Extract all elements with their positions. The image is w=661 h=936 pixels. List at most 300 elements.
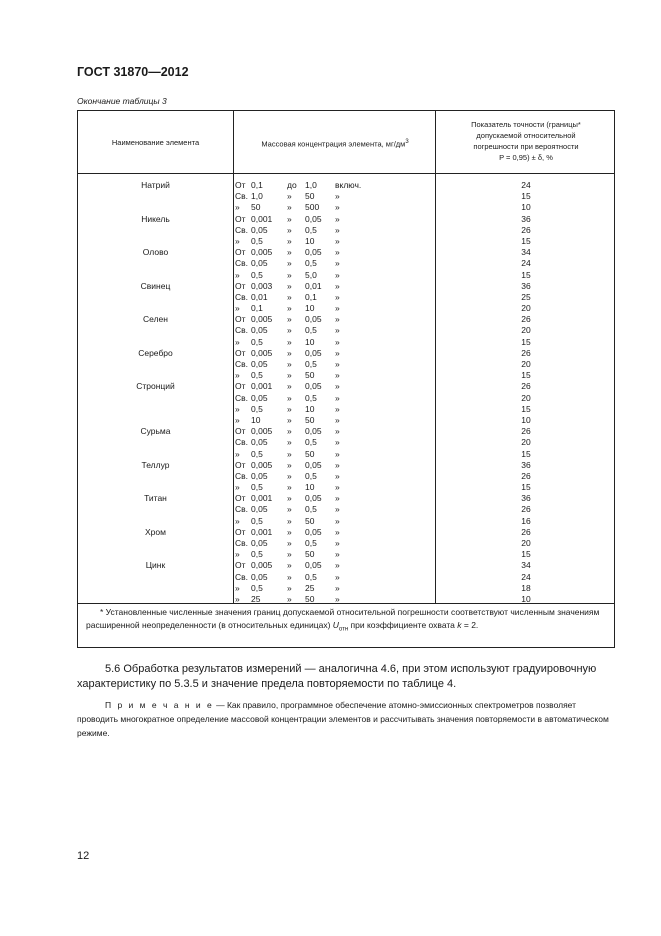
concentration-cell: 50 <box>305 370 315 381</box>
concentration-cell: 0,05 <box>305 247 322 258</box>
precision-cell: 15 <box>521 370 531 381</box>
element-name-cell <box>78 594 233 605</box>
concentration-cell: 0,005 <box>251 314 273 325</box>
concentration-column <box>235 180 435 605</box>
element-name-cell <box>78 572 233 583</box>
concentration-cell: 0,05 <box>251 392 268 403</box>
note-paragraph: П р и м е ч а н и е — Как правило, программное обеспечение атомно-эмиссионных спектрометров позволяет проводить многократное определение массовой концентрации элементов и рассчитывать значения повторяемости в автоматическом режиме. <box>77 700 609 738</box>
concentration-cell: » <box>287 426 292 437</box>
concentration-cell: 50 <box>305 549 315 560</box>
concentration-row <box>235 583 435 594</box>
concentration-cell: » <box>335 291 340 302</box>
concentration-cell: » <box>287 582 292 593</box>
concentration-cell: » <box>287 347 292 358</box>
concentration-cell: » <box>335 515 340 526</box>
element-name-cell <box>78 337 233 348</box>
concentration-cell: 0,005 <box>251 459 273 470</box>
concentration-cell: » <box>235 515 240 526</box>
concentration-row <box>235 303 435 314</box>
concentration-cell: » <box>235 403 240 414</box>
concentration-cell: От <box>235 493 246 504</box>
element-name-cell <box>78 437 233 448</box>
precision-cell: 36 <box>521 493 531 504</box>
concentration-row <box>235 325 435 336</box>
element-name-cell <box>78 202 233 213</box>
concentration-cell: 0,5 <box>305 224 317 235</box>
concentration-cell: 0,05 <box>251 224 268 235</box>
element-name-cell <box>78 191 233 202</box>
concentration-row <box>235 426 435 437</box>
concentration-cell: От <box>235 280 246 291</box>
concentration-cell: » <box>335 359 340 369</box>
concentration-cell: » <box>287 504 292 515</box>
concentration-cell: 0,001 <box>251 381 273 392</box>
concentration-cell: » <box>235 370 240 381</box>
concentration-cell: Св. <box>235 291 249 302</box>
concentration-cell: От <box>235 560 246 571</box>
concentration-cell: » <box>287 314 292 325</box>
concentration-cell: » <box>335 314 340 325</box>
concentration-cell: 50 <box>305 448 315 459</box>
element-name-cell: Натрий <box>141 180 170 190</box>
table-footnote: * Установленные численные значения границ допускаемой относительной погрешности соответствуют численным значениям расширенной неопределенности (в относительных единицах) $U_{отн}$ при коэффициенте охвата k = 2. <box>86 607 600 633</box>
concentration-cell: » <box>287 538 292 548</box>
concentration-row <box>235 337 435 348</box>
concentration-cell: Св. <box>235 470 249 481</box>
concentration-cell: » <box>235 582 240 593</box>
concentration-cell: 0,05 <box>305 347 322 358</box>
table-caption: Окончание таблицы 3 <box>77 96 167 106</box>
concentration-cell: Св. <box>235 191 249 202</box>
precision-cell: 10 <box>521 414 531 425</box>
element-name-cell: Теллур <box>141 459 170 470</box>
concentration-cell: » <box>335 336 340 347</box>
element-name-cell <box>78 404 233 415</box>
concentration-cell: 0,5 <box>305 392 317 403</box>
concentration-cell: » <box>287 258 292 269</box>
precision-cell: 16 <box>521 515 531 526</box>
concentration-cell: » <box>287 280 292 291</box>
concentration-cell: » <box>287 403 292 414</box>
concentration-cell: » <box>335 202 340 213</box>
concentration-cell: 0,005 <box>251 560 273 571</box>
element-name-cell: Никель <box>141 213 170 224</box>
concentration-cell: Св. <box>235 538 249 548</box>
precision-cell: 24 <box>521 180 531 190</box>
concentration-row <box>235 415 435 426</box>
concentration-row <box>235 281 435 292</box>
concentration-cell: » <box>235 482 240 493</box>
concentration-cell: » <box>235 303 240 314</box>
concentration-cell: » <box>335 459 340 470</box>
concentration-cell: От <box>235 526 246 537</box>
concentration-cell: 0,01 <box>305 280 322 291</box>
precision-cell: 15 <box>521 269 531 280</box>
concentration-cell: От <box>235 347 246 358</box>
concentration-row <box>235 437 435 448</box>
concentration-cell: » <box>235 448 240 459</box>
concentration-cell: 0,001 <box>251 526 273 537</box>
concentration-cell: 0,5 <box>251 549 263 560</box>
precision-cell: 20 <box>521 325 531 336</box>
element-name-cell <box>78 471 233 482</box>
precision-cell: 36 <box>521 280 531 291</box>
concentration-cell: 0,5 <box>305 571 317 582</box>
element-name-cell <box>78 359 233 370</box>
element-name-cell <box>78 370 233 381</box>
concentration-cell: » <box>235 414 240 425</box>
concentration-cell: » <box>335 582 340 593</box>
concentration-row <box>235 449 435 460</box>
precision-cell: 25 <box>521 291 531 302</box>
concentration-cell: 0,5 <box>305 258 317 269</box>
concentration-cell: » <box>335 504 340 515</box>
element-name-cell <box>78 516 233 527</box>
concentration-cell: 0,05 <box>251 470 268 481</box>
concentration-cell: От <box>235 213 246 224</box>
concentration-cell: 10 <box>305 235 315 246</box>
concentration-row <box>235 348 435 359</box>
concentration-cell: Св. <box>235 571 249 582</box>
element-name-cell <box>78 482 233 493</box>
precision-cell: 15 <box>521 336 531 347</box>
concentration-row <box>235 482 435 493</box>
concentration-row <box>235 202 435 213</box>
concentration-cell: » <box>287 493 292 504</box>
concentration-cell: 0,5 <box>305 470 317 481</box>
concentration-row <box>235 370 435 381</box>
concentration-cell: » <box>287 235 292 246</box>
concentration-cell: 0,05 <box>305 560 322 571</box>
concentration-row <box>235 516 435 527</box>
element-name-cell <box>78 449 233 460</box>
concentration-row <box>235 236 435 247</box>
concentration-cell: » <box>235 269 240 280</box>
concentration-row <box>235 359 435 370</box>
precision-cell: 10 <box>521 593 531 604</box>
concentration-cell: » <box>335 426 340 437</box>
concentration-cell: » <box>287 381 292 392</box>
concentration-row <box>235 247 435 258</box>
concentration-cell: » <box>335 482 340 493</box>
precision-cell: 20 <box>521 359 531 369</box>
element-name-cell: Сурьма <box>140 426 171 437</box>
element-name-cell: Селен <box>143 314 168 325</box>
precision-cell: 20 <box>521 303 531 314</box>
column-header-element: Наименование элемента <box>111 138 200 147</box>
precision-cell: 26 <box>521 526 531 537</box>
concentration-cell: » <box>287 593 292 604</box>
element-name-cell: Титан <box>144 493 167 504</box>
concentration-cell: » <box>287 515 292 526</box>
precision-cell: 26 <box>521 426 531 437</box>
concentration-cell: 1,0 <box>251 191 263 202</box>
concentration-cell: » <box>335 258 340 269</box>
concentration-row <box>235 549 435 560</box>
concentration-cell: 0,05 <box>251 258 268 269</box>
element-name-cell <box>78 325 233 336</box>
element-name-cell <box>78 270 233 281</box>
concentration-cell: » <box>335 437 340 448</box>
concentration-cell: » <box>287 437 292 448</box>
concentration-cell: » <box>287 392 292 403</box>
concentration-row <box>235 191 435 202</box>
concentration-cell: » <box>287 370 292 381</box>
concentration-cell: » <box>287 482 292 493</box>
concentration-cell: От <box>235 247 246 258</box>
concentration-cell: 0,05 <box>305 213 322 224</box>
precision-cell: 26 <box>521 314 531 325</box>
concentration-cell: » <box>287 269 292 280</box>
element-name-cell <box>78 415 233 426</box>
concentration-cell: 500 <box>305 202 320 213</box>
concentration-cell: От <box>235 381 246 392</box>
concentration-cell: » <box>335 560 340 571</box>
concentration-cell: » <box>335 370 340 381</box>
element-name-cell: Серебро <box>138 347 173 358</box>
concentration-cell: 0,003 <box>251 280 273 291</box>
concentration-cell: 0,05 <box>251 325 268 336</box>
concentration-cell: 0,05 <box>251 571 268 582</box>
concentration-cell: » <box>335 549 340 560</box>
concentration-cell: 0,05 <box>305 426 322 437</box>
concentration-cell: 0,01 <box>251 291 268 302</box>
data-table <box>77 110 615 648</box>
concentration-cell: Св. <box>235 258 249 269</box>
concentration-cell: 50 <box>305 593 315 604</box>
concentration-row <box>235 404 435 415</box>
concentration-cell: Св. <box>235 224 249 235</box>
concentration-cell: » <box>335 224 340 235</box>
concentration-cell: От <box>235 459 246 470</box>
precision-header-line: P = 0,95) ± δ, % <box>499 153 553 162</box>
concentration-cell: » <box>287 191 292 202</box>
concentration-cell: включ. <box>335 180 362 190</box>
concentration-cell: » <box>335 325 340 336</box>
precision-cell: 20 <box>521 392 531 403</box>
concentration-cell: » <box>287 459 292 470</box>
concentration-row <box>235 258 435 269</box>
element-name-column <box>78 180 233 605</box>
concentration-cell: 0,05 <box>305 526 322 537</box>
concentration-row <box>235 460 435 471</box>
concentration-cell: » <box>335 392 340 403</box>
concentration-cell: 0,05 <box>251 359 268 369</box>
concentration-row <box>235 214 435 225</box>
concentration-cell: 5,0 <box>305 269 317 280</box>
concentration-cell: » <box>235 202 240 213</box>
concentration-cell: 0,05 <box>251 437 268 448</box>
concentration-cell: » <box>287 336 292 347</box>
concentration-cell: » <box>335 403 340 414</box>
element-name-cell <box>78 393 233 404</box>
concentration-cell: 0,5 <box>305 437 317 448</box>
concentration-row <box>235 471 435 482</box>
concentration-row <box>235 504 435 515</box>
concentration-cell: » <box>335 593 340 604</box>
precision-header-line: погрешности при вероятности <box>473 142 579 151</box>
concentration-cell: » <box>287 291 292 302</box>
concentration-cell: 0,5 <box>251 482 263 493</box>
concentration-row <box>235 594 435 605</box>
concentration-row <box>235 527 435 538</box>
concentration-cell: 0,5 <box>305 504 317 515</box>
column-header-concentration: Массовая концентрация элемента, $мг/дм^3$ <box>261 139 409 149</box>
precision-cell: 10 <box>521 202 531 213</box>
concentration-cell: 1,0 <box>305 180 317 190</box>
element-name-cell <box>78 583 233 594</box>
concentration-cell: » <box>335 247 340 258</box>
concentration-cell: » <box>335 538 340 548</box>
concentration-cell: » <box>335 213 340 224</box>
concentration-cell: 0,05 <box>251 504 268 515</box>
concentration-cell: 50 <box>305 191 315 202</box>
concentration-cell: 0,5 <box>305 325 317 336</box>
concentration-row <box>235 538 435 549</box>
concentration-cell: до <box>287 180 297 190</box>
concentration-cell: Св. <box>235 392 249 403</box>
precision-cell: 20 <box>521 538 531 548</box>
element-name-cell <box>78 292 233 303</box>
concentration-cell: » <box>335 269 340 280</box>
concentration-cell: 0,5 <box>251 336 263 347</box>
concentration-cell: » <box>287 303 292 314</box>
element-name-cell <box>78 504 233 515</box>
concentration-cell: 0,005 <box>251 426 273 437</box>
concentration-cell: » <box>335 448 340 459</box>
element-name-cell <box>78 549 233 560</box>
concentration-cell: » <box>287 526 292 537</box>
concentration-cell: » <box>235 336 240 347</box>
concentration-cell: » <box>335 470 340 481</box>
precision-header-line: допускаемой относительной <box>476 131 576 140</box>
precision-column <box>436 180 616 605</box>
element-name-cell: Хром <box>145 526 166 537</box>
concentration-cell: Св. <box>235 504 249 515</box>
concentration-row <box>235 225 435 236</box>
precision-cell: 34 <box>521 560 531 571</box>
concentration-cell: 0,1 <box>305 291 317 302</box>
concentration-cell: 0,001 <box>251 213 273 224</box>
precision-cell: 15 <box>521 549 531 560</box>
concentration-cell: 0,05 <box>305 459 322 470</box>
concentration-row <box>235 393 435 404</box>
column-divider <box>233 111 234 603</box>
element-name-cell <box>78 225 233 236</box>
precision-cell: 34 <box>521 247 531 258</box>
concentration-cell: 10 <box>305 336 315 347</box>
concentration-cell: 50 <box>305 515 315 526</box>
precision-cell: 26 <box>521 224 531 235</box>
concentration-row <box>235 180 435 191</box>
concentration-cell: 0,5 <box>251 403 263 414</box>
concentration-cell: 50 <box>305 414 315 425</box>
concentration-cell: 0,005 <box>251 247 273 258</box>
element-name-cell <box>78 236 233 247</box>
concentration-cell: » <box>287 247 292 258</box>
precision-cell: 26 <box>521 504 531 515</box>
precision-cell: 15 <box>521 403 531 414</box>
column-header-precision <box>436 119 616 163</box>
concentration-cell: 0,5 <box>305 359 317 369</box>
concentration-cell: » <box>287 213 292 224</box>
concentration-cell: Св. <box>235 359 249 369</box>
concentration-row <box>235 572 435 583</box>
concentration-cell: 0,1 <box>251 180 263 190</box>
concentration-cell: » <box>287 359 292 369</box>
concentration-cell: » <box>287 549 292 560</box>
precision-cell: 26 <box>521 470 531 481</box>
concentration-cell: 0,5 <box>251 235 263 246</box>
concentration-cell: » <box>235 593 240 604</box>
concentration-row <box>235 381 435 392</box>
concentration-row <box>235 270 435 281</box>
concentration-cell: » <box>287 414 292 425</box>
concentration-cell: » <box>235 235 240 246</box>
concentration-cell: » <box>235 549 240 560</box>
concentration-cell: 0,5 <box>251 582 263 593</box>
precision-header-line: Показатель точности (границы* <box>471 120 581 129</box>
precision-cell: 15 <box>521 235 531 246</box>
concentration-cell: 0,5 <box>251 515 263 526</box>
concentration-cell: 0,001 <box>251 493 273 504</box>
concentration-cell: 10 <box>251 414 261 425</box>
concentration-cell: 0,005 <box>251 347 273 358</box>
concentration-row <box>235 314 435 325</box>
precision-cell: 36 <box>521 213 531 224</box>
precision-cell: 26 <box>521 347 531 358</box>
element-name-cell: Цинк <box>145 560 166 571</box>
concentration-cell: 0,1 <box>251 303 263 314</box>
concentration-cell: От <box>235 314 246 325</box>
concentration-cell: » <box>287 560 292 571</box>
concentration-cell: » <box>287 325 292 336</box>
concentration-row <box>235 560 435 571</box>
precision-cell: 15 <box>521 448 531 459</box>
concentration-row <box>235 493 435 504</box>
concentration-cell: 0,5 <box>251 370 263 381</box>
element-name-cell <box>78 258 233 269</box>
element-name-cell: Олово <box>142 247 169 258</box>
concentration-cell: » <box>287 470 292 481</box>
concentration-cell: » <box>335 571 340 582</box>
concentration-cell: » <box>335 493 340 504</box>
concentration-cell: » <box>335 303 340 314</box>
concentration-cell: От <box>235 426 246 437</box>
concentration-cell: 0,05 <box>305 381 322 392</box>
concentration-cell: » <box>335 235 340 246</box>
concentration-cell: » <box>335 191 340 202</box>
concentration-cell: 10 <box>305 403 315 414</box>
concentration-cell: 25 <box>251 593 261 604</box>
concentration-cell: 50 <box>251 202 261 213</box>
concentration-cell: » <box>335 526 340 537</box>
concentration-cell: 0,5 <box>305 538 317 548</box>
concentration-cell: 10 <box>305 482 315 493</box>
concentration-cell: » <box>287 571 292 582</box>
concentration-cell: » <box>335 280 340 291</box>
concentration-cell: » <box>335 347 340 358</box>
concentration-cell: » <box>287 202 292 213</box>
precision-cell: 36 <box>521 459 531 470</box>
concentration-cell: От <box>235 180 246 190</box>
paragraph-5-6: 5.6 Обработка результатов измерений — аналогична 4.6, при этом используют градуировочную характеристику по 5.3.5 и значение предела повторяемости по таблице 4. <box>77 663 597 690</box>
concentration-cell: 0,05 <box>305 314 322 325</box>
concentration-row <box>235 292 435 303</box>
precision-cell: 26 <box>521 381 531 392</box>
concentration-cell: 0,5 <box>251 269 263 280</box>
concentration-cell: Св. <box>235 437 249 448</box>
